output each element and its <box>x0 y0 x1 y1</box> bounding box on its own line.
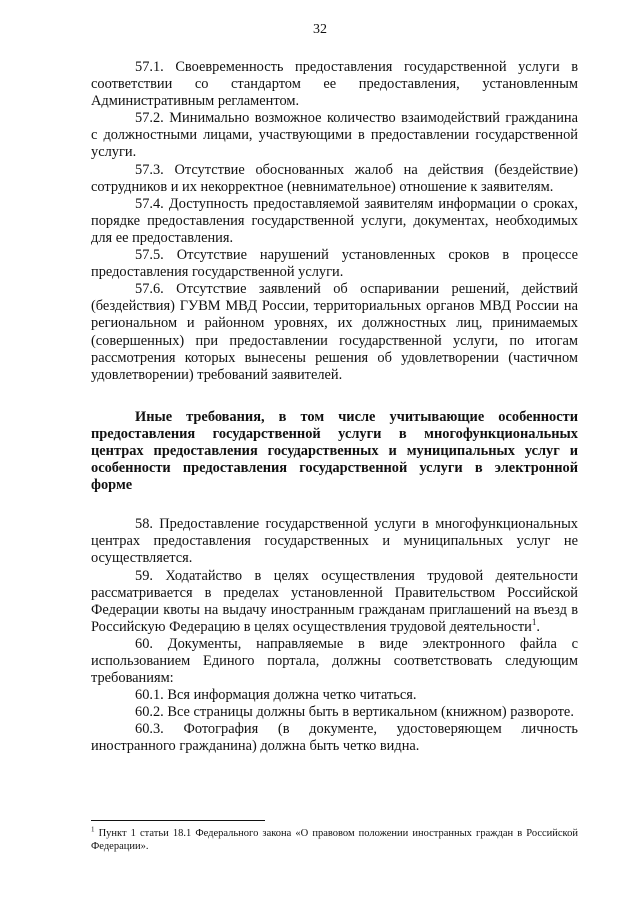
paragraph-57-1: 57.1. Своевременность предоставления государственной услуги в соответствии со стандартом ее предоставления, установленным Административным регламентом. <box>91 59 578 110</box>
paragraph-60: 60. Документы, направляемые в виде электронного файла с использованием Единого портала, должны соответствовать следующим требованиям: <box>91 635 578 687</box>
footnote <box>91 827 578 853</box>
paragraph-59-text: 59. Ходатайство в целях осуществления трудовой деятельности рассматривается в пределах установленной Правительством Российской Федерации квоты на выдачу иностранным гражданам приглашений на въезд в Российскую Федерацию в целях осуществления трудовой деятельности <box>91 567 578 635</box>
footnote-text: Пункт 1 статьи 18.1 Федерального закона «О правовом положении иностранных граждан в Российской Федерации». <box>91 828 578 852</box>
footnote-divider <box>91 820 265 821</box>
footnote-mark: 1 <box>91 825 95 834</box>
paragraph-60-1: 60.1. Вся информация должна четко читаться. <box>135 687 417 704</box>
paragraph-57-6: 57.6. Отсутствие заявлений об оспаривании решений, действий (бездействия) ГУВМ МВД России, территориальных органов МВД России на региональном и районном уровнях, их должностных лиц, принимаемых (совершенных) при предоставлении государственной услуги, по итогам рассмотрения которых вынесены решения об удовлетворении (частичном удовлетворении) требований заявителей. <box>91 281 578 383</box>
paragraph-58: 58. Предоставление государственной услуги в многофункциональных центрах предоставления государственных и муниципальных услуг не осуществляется. <box>91 516 578 567</box>
section-heading: Иные требования, в том числе учитывающие особенности предоставления государственной услуги в многофункциональных центрах предоставления государственных и муниципальных услуг и особенности предоставления государственной услуги в электронной форме <box>91 408 578 494</box>
paragraph-57-2: 57.2. Минимально возможное количество взаимодействий гражданина с должностными лицами, участвующими в предоставлении государственной услуги. <box>91 110 578 161</box>
paragraph-57-3: 57.3. Отсутствие обоснованных жалоб на действия (бездействие) сотрудников и их некорректное (невнимательное) отношение к заявителям. <box>91 161 578 195</box>
paragraph-57-5: 57.5. Отсутствие нарушений установленных сроков в процессе предоставления государственной услуги. <box>91 247 578 281</box>
paragraph-60-2: 60.2. Все страницы должны быть в вертикальном (книжном) развороте. <box>135 704 574 721</box>
paragraph-59 <box>91 568 578 636</box>
footnote-reference[interactable]: 1 <box>531 617 537 628</box>
page-number: 32 <box>313 22 327 37</box>
paragraph-57-4: 57.4. Доступность предоставляемой заявителям информации о сроках, порядке предоставления государственной услуги, документах, необходимых для ее предоставления. <box>91 195 578 246</box>
paragraph-59-end: . <box>536 618 540 635</box>
paragraph-60-3: 60.3. Фотография (в документе, удостоверяющем личность иностранного гражданина) должна быть четко видна. <box>91 721 578 755</box>
main-text <box>91 59 578 756</box>
